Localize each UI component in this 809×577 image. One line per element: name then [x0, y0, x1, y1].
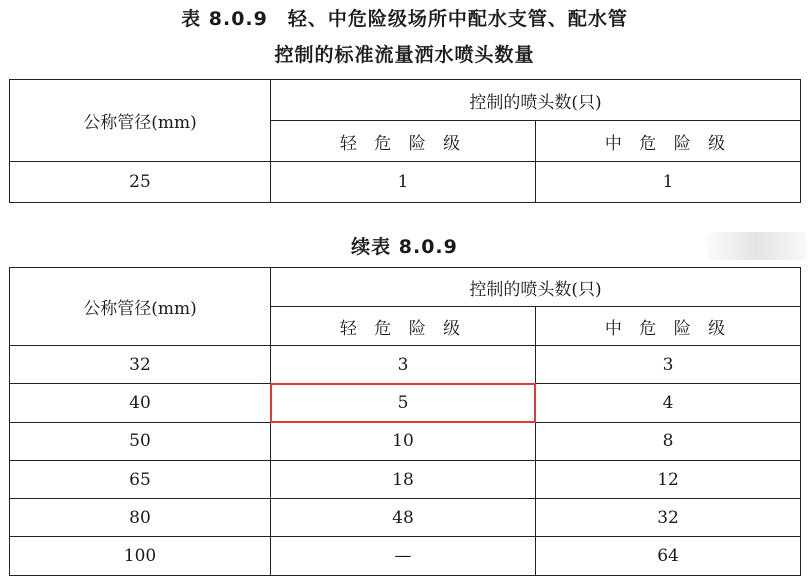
table-row: [10, 460, 801, 498]
cell-medium: 32: [536, 499, 801, 537]
table-main: [9, 79, 801, 203]
table-row: [10, 346, 801, 384]
cell-light: 3: [271, 346, 536, 384]
cell-medium: 64: [536, 537, 801, 575]
table-row: [10, 537, 801, 575]
header-medium-hazard: 中 危 险 级: [536, 307, 801, 346]
scan-smudge: [707, 232, 807, 260]
cell-diameter: 50: [10, 422, 271, 460]
cell-light: 48: [271, 499, 536, 537]
cell-light: 1: [271, 162, 536, 203]
header-light-hazard: 轻 危 险 级: [271, 121, 536, 162]
cell-diameter: 25: [10, 162, 271, 203]
table-title-line2: 控制的标准流量洒水喷头数量: [274, 44, 535, 66]
header-diameter: 公称管径(mm): [10, 80, 271, 162]
header-diameter: 公称管径(mm): [10, 268, 271, 346]
cell-medium: 12: [536, 460, 801, 498]
table-row: [10, 422, 801, 460]
continued-title: 续表 8.0.9: [351, 236, 458, 258]
header-sprinklers: 控制的喷头数(只): [271, 268, 801, 307]
cell-medium: 3: [536, 346, 801, 384]
cell-light: 18: [271, 460, 536, 498]
cell-medium: 4: [536, 384, 801, 422]
header-sprinklers: 控制的喷头数(只): [271, 80, 801, 121]
cell-medium: 8: [536, 422, 801, 460]
cell-diameter: 32: [10, 346, 271, 384]
table-continued: [9, 267, 801, 576]
cell-light: 10: [271, 422, 536, 460]
table-row: [10, 384, 801, 422]
cell-light: —: [271, 537, 536, 575]
header-light-hazard: 轻 危 险 级: [271, 307, 536, 346]
table-row: [10, 162, 801, 203]
cell-diameter: 100: [10, 537, 271, 575]
cell-diameter: 65: [10, 460, 271, 498]
cell-light-highlighted: 5: [271, 384, 536, 422]
table-row: [10, 499, 801, 537]
cell-diameter: 40: [10, 384, 271, 422]
header-medium-hazard: 中 危 险 级: [536, 121, 801, 162]
cell-diameter: 80: [10, 499, 271, 537]
cell-medium: 1: [536, 162, 801, 203]
table-title: 表 8.0.9 轻、中危险级场所中配水支管、配水管: [181, 8, 628, 30]
